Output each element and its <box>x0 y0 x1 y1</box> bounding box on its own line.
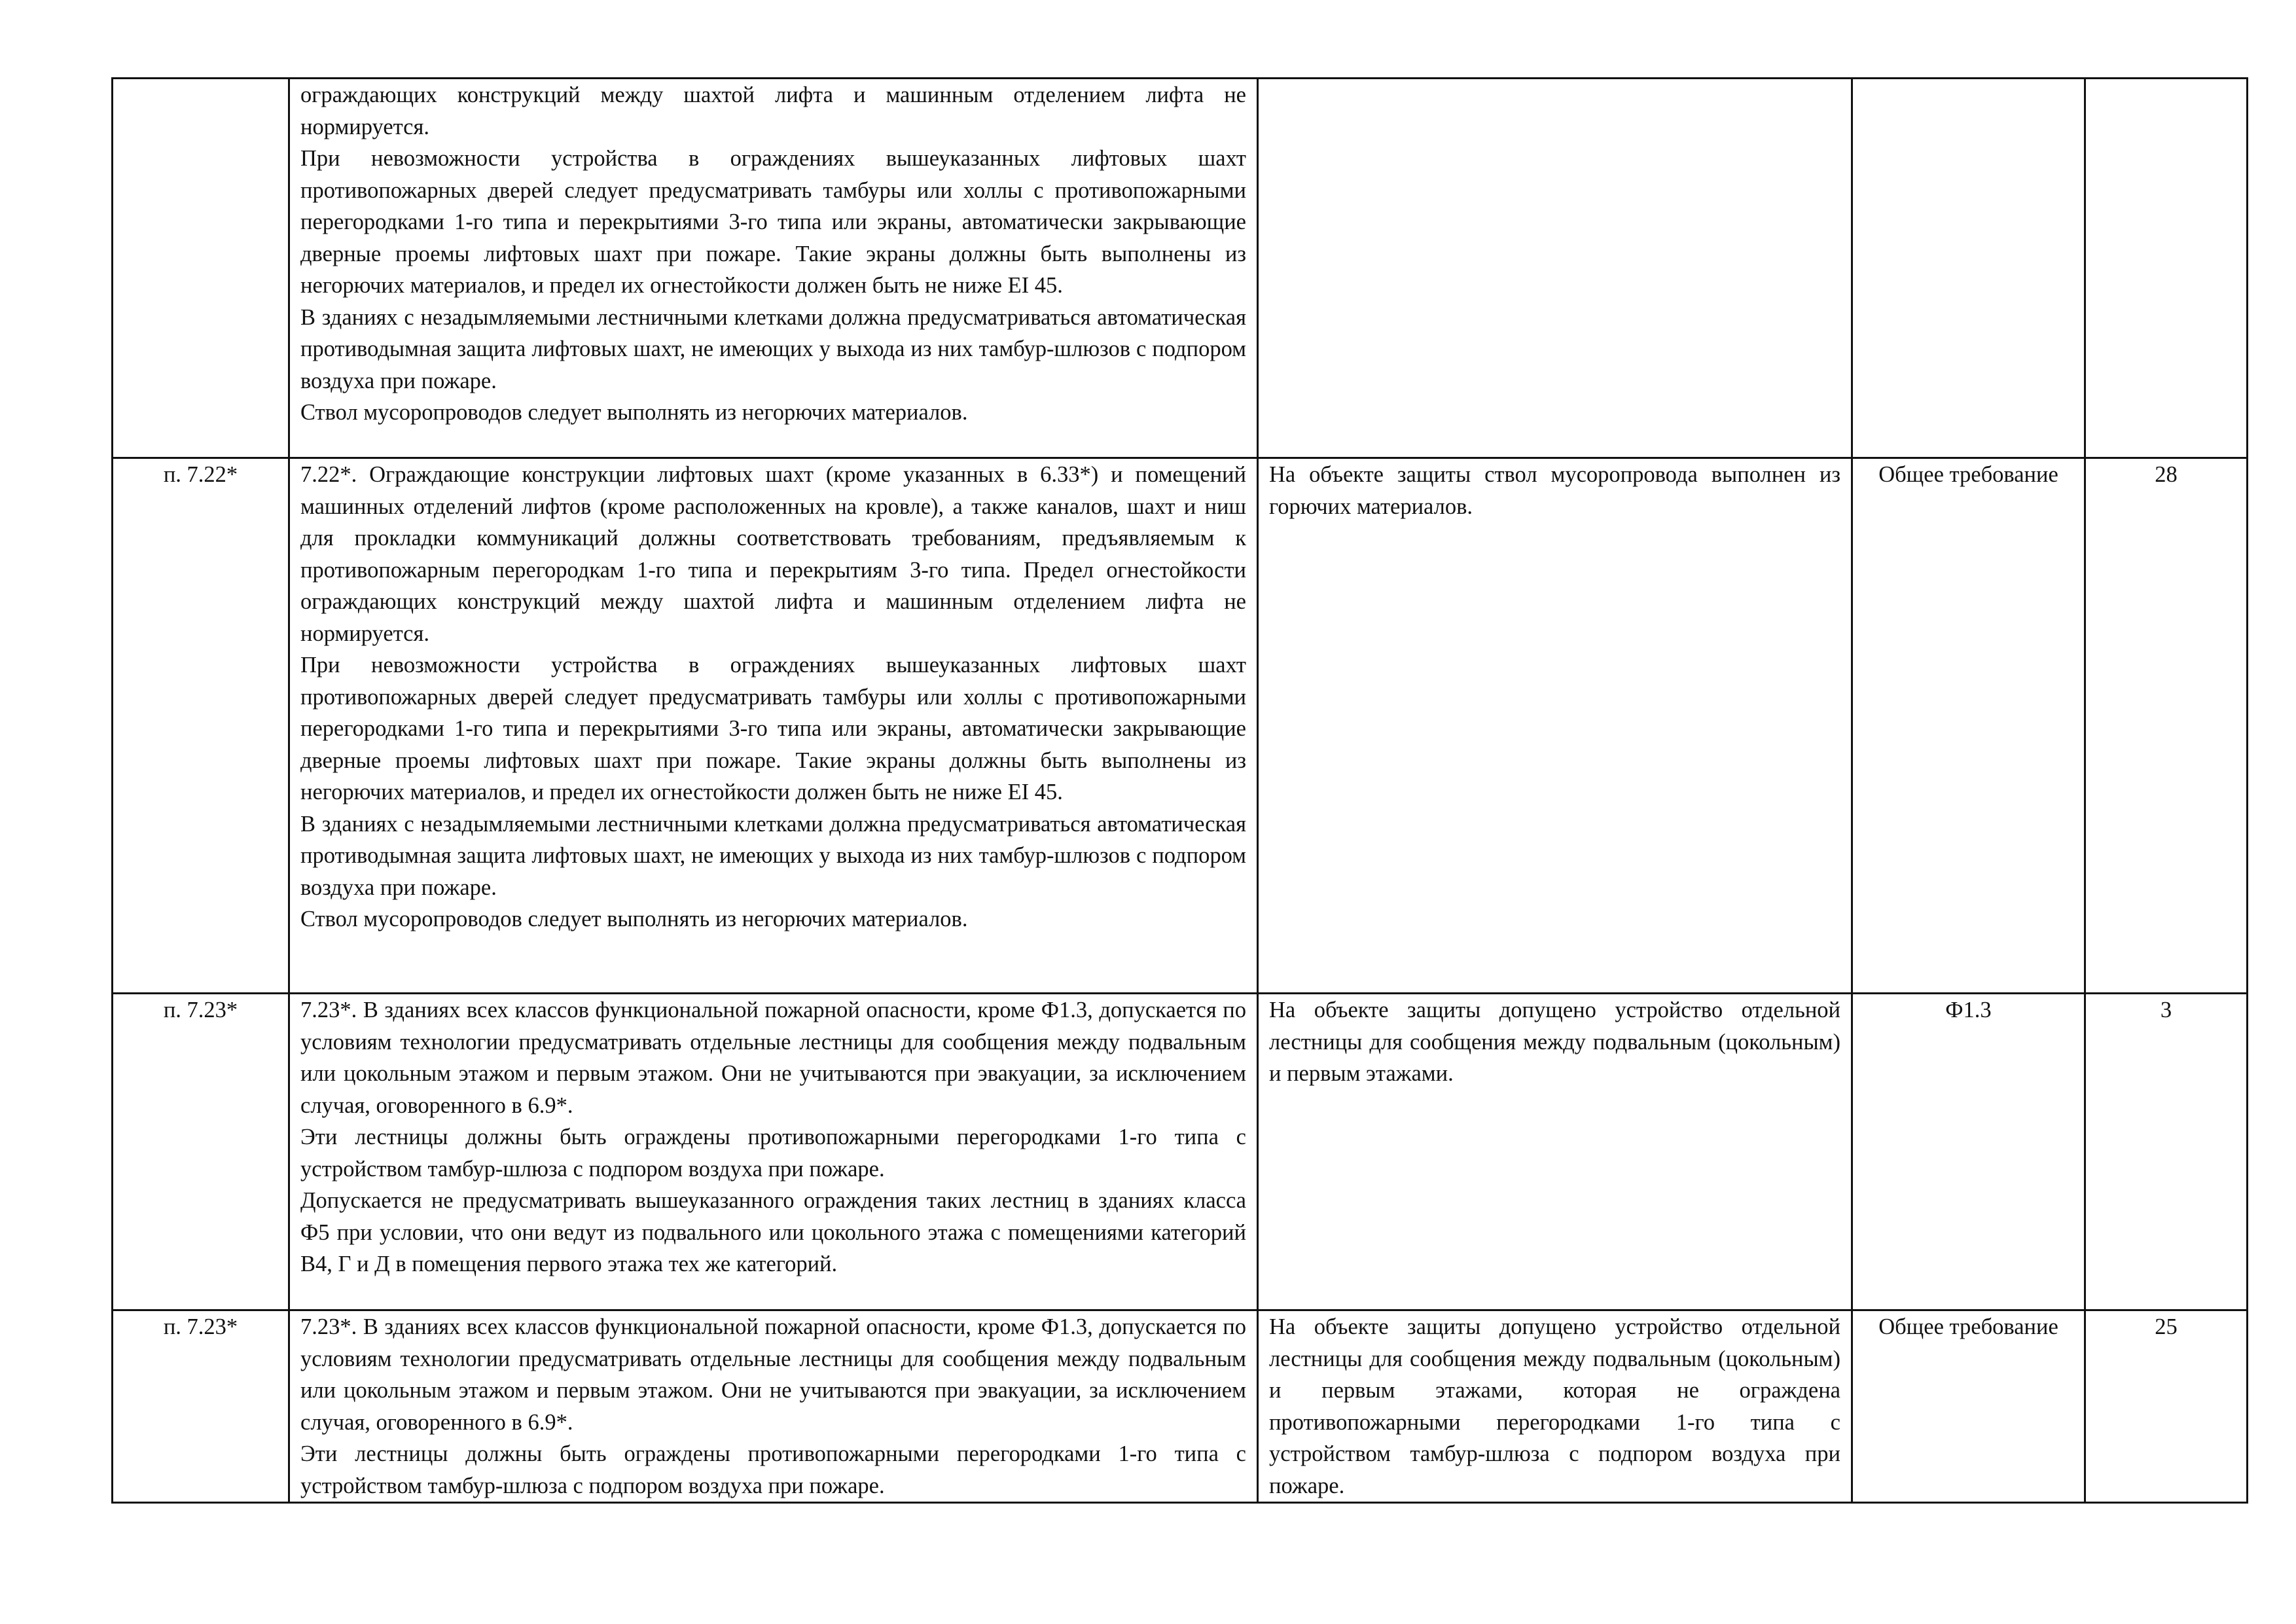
table-row <box>113 994 2248 1310</box>
norm-reference-cell: п. 7.22* <box>113 458 289 994</box>
requirement-paragraph: В зданиях с незадымляемыми лестничными клетками должна предусматриваться автоматическая противодымная защита лифтовых шахт, не имеющих у выхода из них тамбур-шлюзов с подпором воздуха при пожаре. <box>300 304 1246 393</box>
requirement-text-cell <box>289 994 1258 1310</box>
number-cell: 3 <box>2085 994 2248 1310</box>
requirement-paragraph: 7.22*. Ограждающие конструкции лифтовых шахт (кроме указанных в 6.33*) и помещений машинных отделений лифтов (кроме расположенных на кровле), а также каналов, шахт и ниш для прокладки коммуникаций должны соответствовать требованиям, предъявляемым к противопожарным перегородкам 1-го типа и перекрытиям 3-го типа. Предел огнестойкости ограждающих конструкций между шахтой лифта и машинным отделением лифта не нормируется. <box>300 462 1246 646</box>
requirement-paragraph: В зданиях с незадымляемыми лестничными клетками должна предусматриваться автоматическая противодымная защита лифтовых шахт, не имеющих у выхода из них тамбур-шлюзов с подпором воздуха при пожаре. <box>300 811 1246 900</box>
number-cell: 28 <box>2085 458 2248 994</box>
hazard-class-cell: Общее требование <box>1852 458 2085 994</box>
table-row <box>113 458 2248 994</box>
norm-reference-cell: п. 7.23* <box>113 1310 289 1503</box>
table-row <box>113 1310 2248 1503</box>
requirement-paragraph: ограждающих конструкций между шахтой лифта и машинным отделением лифта не нормируется. <box>300 82 1246 139</box>
requirement-paragraph: Эти лестницы должны быть ограждены противопожарными перегородками 1-го типа с устройством тамбур-шлюза с подпором воздуха при пожаре. <box>300 1125 1246 1182</box>
norm-reference-cell <box>113 79 289 458</box>
table-row <box>113 79 2248 458</box>
hazard-class-cell: Ф1.3 <box>1852 994 2085 1310</box>
requirement-paragraph: Допускается не предусматривать вышеуказанного ограждения таких лестниц в зданиях класса Ф5 при условии, что они ведут из подвального или цокольного этажа с помещениями категорий В4, Г и Д в помещения первого этажа тех же категорий. <box>300 1188 1246 1276</box>
requirement-paragraph: Эти лестницы должны быть ограждены противопожарными перегородками 1-го типа с устройством тамбур-шлюза с подпором воздуха при пожаре. <box>300 1441 1246 1498</box>
requirement-paragraph: При невозможности устройства в ограждениях вышеуказанных лифтовых шахт противопожарных дверей следует предусматривать тамбуры или холлы с противопожарными перегородками 1-го типа и перекрытиями 3-го типа или экраны, автоматически закрывающие дверные проемы лифтовых шахт при пожаре. Такие экраны должны быть выполнены из негорючих материалов, и предел их огнестойкости должен быть не ниже EI 45. <box>300 146 1246 298</box>
requirements-table <box>111 77 2248 1504</box>
requirement-text-cell <box>289 79 1258 458</box>
norm-reference-cell: п. 7.23* <box>113 994 289 1310</box>
requirement-text-cell <box>289 1310 1258 1503</box>
requirement-paragraph: При невозможности устройства в ограждениях вышеуказанных лифтовых шахт противопожарных дверей следует предусматривать тамбуры или холлы с противопожарными перегородками 1-го типа и перекрытиями 3-го типа или экраны, автоматически закрывающие дверные проемы лифтовых шахт при пожаре. Такие экраны должны быть выполнены из негорючих материалов, и предел их огнестойкости должен быть не ниже EI 45. <box>300 653 1246 804</box>
requirement-paragraph: 7.23*. В зданиях всех классов функциональной пожарной опасности, кроме Ф1.3, допускается по условиям технологии предусматривать отдельные лестницы для сообщения между подвальным или цокольным этажом и первым этажом. Они не учитываются при эвакуации, за исключением случая, оговоренного в 6.9*. <box>300 1314 1246 1435</box>
requirement-text-cell <box>289 458 1258 994</box>
requirement-paragraph: Ствол мусоропроводов следует выполнять из негорючих материалов. <box>300 400 968 425</box>
requirement-paragraph: 7.23*. В зданиях всех классов функциональной пожарной опасности, кроме Ф1.3, допускается по условиям технологии предусматривать отдельные лестницы для сообщения между подвальным или цокольным этажом и первым этажом. Они не учитываются при эвакуации, за исключением случая, оговоренного в 6.9*. <box>300 998 1246 1118</box>
hazard-class-cell <box>1852 79 2085 458</box>
violation-text-cell <box>1258 79 1852 458</box>
hazard-class-cell: Общее требование <box>1852 1310 2085 1503</box>
number-cell <box>2085 79 2248 458</box>
requirement-paragraph: Ствол мусоропроводов следует выполнять из негорючих материалов. <box>300 907 968 931</box>
violation-text-cell: На объекте защиты ствол мусоропровода выполнен из горючих материалов. <box>1258 458 1852 994</box>
number-cell: 25 <box>2085 1310 2248 1503</box>
violation-text-cell: На объекте защиты допущено устройство отдельной лестницы для сообщения между подвальным (цокольным) и первым этажами. <box>1258 994 1852 1310</box>
violation-text-cell: На объекте защиты допущено устройство отдельной лестницы для сообщения между подвальным (цокольным) и первым этажами, которая не ограждена противопожарными перегородками 1-го типа с устройством тамбур-шлюза с подпором воздуха при пожаре. <box>1258 1310 1852 1503</box>
